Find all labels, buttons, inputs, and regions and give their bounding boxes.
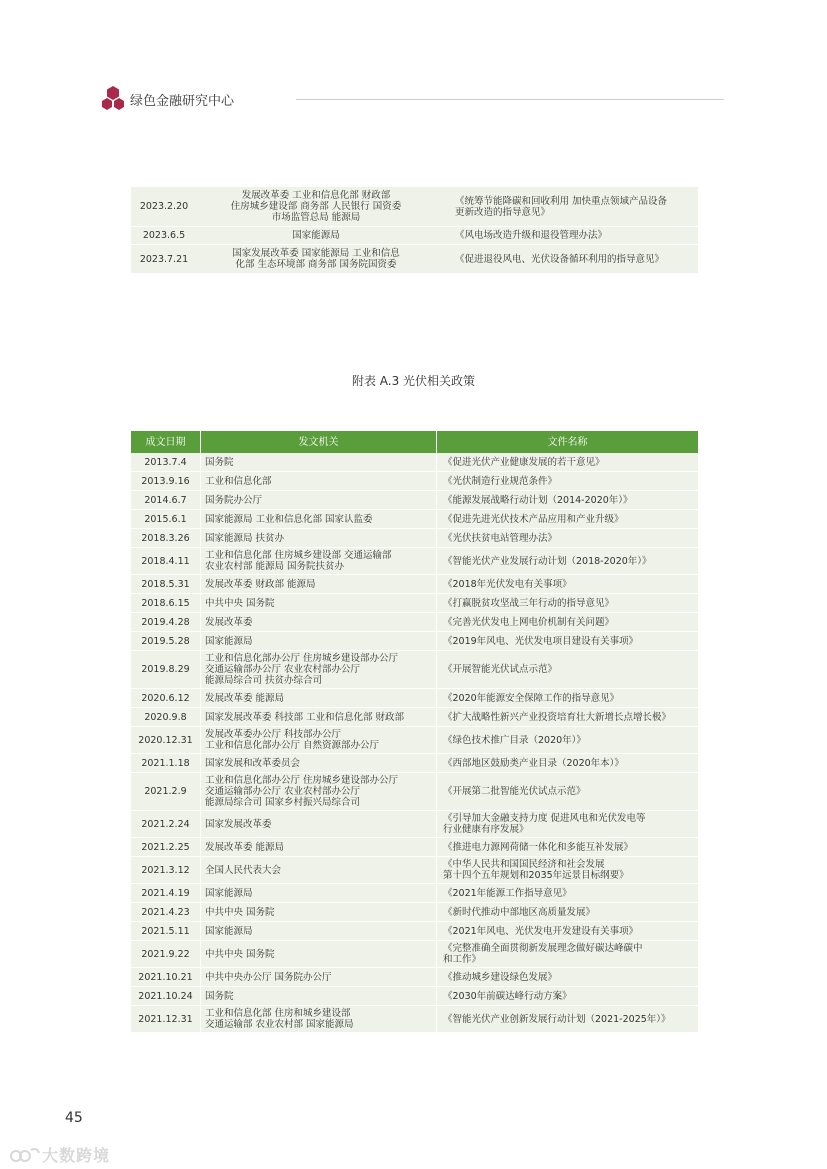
cell-date: 2020.9.8: [131, 708, 201, 727]
table-row: [131, 651, 698, 689]
pv-policy-table: [131, 431, 698, 1033]
table-row: [131, 811, 698, 838]
cell-date: 2013.7.4: [131, 453, 201, 472]
cell-agency: 国家能源局: [201, 922, 437, 941]
table-row: [131, 1006, 698, 1033]
table-row: [131, 903, 698, 922]
cell-document: 《开展智能光伏试点示范》: [437, 651, 698, 689]
cell-document: 《智能光伏产业创新发展行动计划（2021-2025年）》: [437, 1006, 698, 1033]
cell-agency: 国家能源局: [197, 227, 435, 245]
hexagon-logo-icon: [102, 86, 124, 112]
table-row: [131, 632, 698, 651]
table-row: [131, 987, 698, 1006]
cell-date: 2019.8.29: [131, 651, 201, 689]
cell-agency: 发展改革委 能源局: [201, 838, 437, 857]
table-row: [131, 187, 698, 227]
cell-document: 《打赢脱贫攻坚战三年行动的指导意见》: [437, 594, 698, 613]
cell-document: 《2021年风电、光伏发电开发建设有关事项》: [437, 922, 698, 941]
cell-agency: 国家能源局: [201, 632, 437, 651]
cell-date: 2020.6.12: [131, 689, 201, 708]
cell-agency: 全国人民代表大会: [201, 857, 437, 884]
cell-agency: 中共中央 国务院: [201, 903, 437, 922]
table-row: [131, 575, 698, 594]
cell-date: 2021.1.18: [131, 754, 201, 773]
cell-document: 《完整准确全面贯彻新发展理念做好碳达峰碳中 和工作》: [437, 941, 698, 968]
page-header: [102, 86, 724, 112]
cell-date: 2018.4.11: [131, 548, 201, 575]
cell-agency: 国家发展改革委 国家能源局 工业和信息 化部 生态环境部 商务部 国务院国资委: [232, 248, 400, 270]
cell-agency: 发展改革委 能源局: [201, 689, 437, 708]
cell-document: 《推进电力源网荷储一体化和多能互补发展》: [437, 838, 698, 857]
cell-document: 《西部地区鼓励类产业目录（2020年本）》: [437, 754, 698, 773]
table-header-row: [131, 431, 698, 453]
cell-date: 2018.3.26: [131, 529, 201, 548]
org-name: 绿色金融研究中心: [130, 94, 235, 109]
table-row: [131, 922, 698, 941]
table-row: [131, 754, 698, 773]
cell-agency: 工业和信息化部办公厅 住房城乡建设部办公厅 交通运输部办公厅 农业农村部办公厅 能源局综合司 国家乡村振兴局综合司: [201, 773, 437, 811]
table-row: [131, 529, 698, 548]
cell-document: 《新时代推动中部地区高质量发展》: [437, 903, 698, 922]
cell-date: 2021.2.9: [131, 773, 201, 811]
cell-document: 《中华人民共和国国民经济和社会发展 第十四个五年规划和2035年远景目标纲要》: [437, 857, 698, 884]
cell-document: 《能源发展战略行动计划（2014-2020年）》: [437, 491, 698, 510]
cell-document: 《绿色技术推广目录（2020年）》: [437, 727, 698, 754]
cell-date: 2021.10.24: [131, 987, 201, 1006]
cell-agency: 中共中央办公厅 国务院办公厅: [201, 968, 437, 987]
table-row: [131, 548, 698, 575]
cell-agency: 发展改革委办公厅 科技部办公厅 工业和信息化部办公厅 自然资源部办公厅: [201, 727, 437, 754]
page-number: 45: [65, 1110, 83, 1126]
cell-date: 2018.5.31: [131, 575, 201, 594]
cell-agency: 工业和信息化部: [201, 472, 437, 491]
cell-document: 《推动城乡建设绿色发展》: [437, 968, 698, 987]
table-row: [131, 613, 698, 632]
cell-agency: 发展改革委 工业和信息化部 财政部 住房城乡建设部 商务部 人民银行 国资委 市场监管总局 能源局: [197, 187, 435, 227]
cell-agency: 工业和信息化部 住房城乡建设部 交通运输部 农业农村部 能源局 国务院扶贫办: [201, 548, 437, 575]
cell-agency: 国家能源局 工业和信息化部 国家认监委: [201, 510, 437, 529]
cell-document: 《2018年光伏发电有关事项》: [437, 575, 698, 594]
header-divider: [296, 99, 724, 100]
cell-agency: 国家能源局: [201, 884, 437, 903]
cell-date: 2021.4.19: [131, 884, 201, 903]
cell-agency: 工业和信息化部 住房和城乡建设部 交通运输部 农业农村部 国家能源局: [201, 1006, 437, 1033]
cell-agency: 发展改革委: [201, 613, 437, 632]
cell-document: 《促进先进光伏技术产品应用和产业升级》: [437, 510, 698, 529]
cell-document: 《2020年能源安全保障工作的指导意见》: [437, 689, 698, 708]
cell-date: 2021.10.21: [131, 968, 201, 987]
policy-table-continued: [131, 187, 698, 273]
cell-date: 2021.2.25: [131, 838, 201, 857]
cell-date: 2014.6.7: [131, 491, 201, 510]
cell-document: 《2030年前碳达峰行动方案》: [437, 987, 698, 1006]
cell-agency: 工业和信息化部办公厅 住房城乡建设部办公厅 交通运输部办公厅 农业农村部办公厅 能源局综合司 扶贫办综合司: [201, 651, 437, 689]
watermark-logo-icon: [10, 1145, 40, 1163]
cell-date: 2013.9.16: [131, 472, 201, 491]
table-row: [131, 689, 698, 708]
table-row: [131, 941, 698, 968]
cell-date: 2021.5.11: [131, 922, 201, 941]
column-header-document: 文件名称: [437, 431, 698, 453]
cell-document: 《光伏制造行业规范条件》: [437, 472, 698, 491]
cell-date: 2019.5.28: [131, 632, 201, 651]
table-row: [131, 968, 698, 987]
cell-agency: 中共中央 国务院: [201, 594, 437, 613]
cell-document: 《完善光伏发电上网电价机制有关问题》: [437, 613, 698, 632]
cell-agency: 发展改革委 财政部 能源局: [201, 575, 437, 594]
table-row: [131, 773, 698, 811]
table-row: [131, 857, 698, 884]
cell-date: 2021.4.23: [131, 903, 201, 922]
cell-agency: 国务院: [201, 453, 437, 472]
cell-date: 2023.6.5: [131, 227, 197, 245]
table-row: [131, 227, 698, 245]
table-row: [131, 510, 698, 529]
table-row: [131, 472, 698, 491]
table-row: [131, 727, 698, 754]
cell-document: 《开展第二批智能光伏试点示范》: [437, 773, 698, 811]
table-row: [131, 491, 698, 510]
cell-agency: 国家发展改革委: [201, 811, 437, 838]
cell-document: 《促进退役风电、光伏设备循环利用的指导意见》: [455, 253, 665, 265]
cell-date: 2020.12.31: [131, 727, 201, 754]
cell-date: 2018.6.15: [131, 594, 201, 613]
table-row: [131, 594, 698, 613]
cell-document: 《2021年能源工作指导意见》: [437, 884, 698, 903]
cell-document: 《风电场改造升级和退役管理办法》: [435, 227, 698, 245]
cell-document: 《智能光伏产业发展行动计划（2018-2020年）》: [437, 548, 698, 575]
cell-date: 2021.12.31: [131, 1006, 201, 1033]
table-caption: 附表 A.3 光伏相关政策: [351, 374, 476, 388]
cell-agency: 国家能源局 扶贫办: [201, 529, 437, 548]
cell-agency: 国务院办公厅: [201, 491, 437, 510]
column-header-agency: 发文机关: [201, 431, 437, 453]
cell-document: 《引导加大金融支持力度 促进风电和光伏发电等 行业健康有序发展》: [437, 811, 698, 838]
cell-agency: 中共中央 国务院: [201, 941, 437, 968]
cell-agency: 国务院: [201, 987, 437, 1006]
cell-document: 《光伏扶贫电站管理办法》: [437, 529, 698, 548]
cell-document: 《2019年风电、光伏发电项目建设有关事项》: [437, 632, 698, 651]
cell-agency: 国家发展改革委 科技部 工业和信息化部 财政部: [201, 708, 437, 727]
watermark-text: 大数跨境: [42, 1146, 111, 1165]
cell-agency: 国家发展和改革委员会: [201, 754, 437, 773]
table-row: [131, 245, 698, 273]
cell-date: 2015.6.1: [131, 510, 201, 529]
column-header-date: 成文日期: [131, 431, 201, 453]
table-row: [131, 838, 698, 857]
cell-document: 《统筹节能降碳和回收利用 加快重点领域产品设备 更新改造的指导意见》: [435, 187, 698, 227]
cell-date: 2021.2.24: [131, 811, 201, 838]
table-row: [131, 453, 698, 472]
cell-date: 2019.4.28: [131, 613, 201, 632]
table-row: [131, 708, 698, 727]
cell-date: 2021.3.12: [131, 857, 201, 884]
cell-date: 2023.7.21: [139, 253, 189, 265]
cell-document: 《促进光伏产业健康发展的若干意见》: [437, 453, 698, 472]
cell-date: 2023.2.20: [131, 187, 197, 227]
table-row: [131, 884, 698, 903]
cell-date: 2021.9.22: [131, 941, 201, 968]
cell-document: 《扩大战略性新兴产业投资培育壮大新增长点增长极》: [437, 708, 698, 727]
